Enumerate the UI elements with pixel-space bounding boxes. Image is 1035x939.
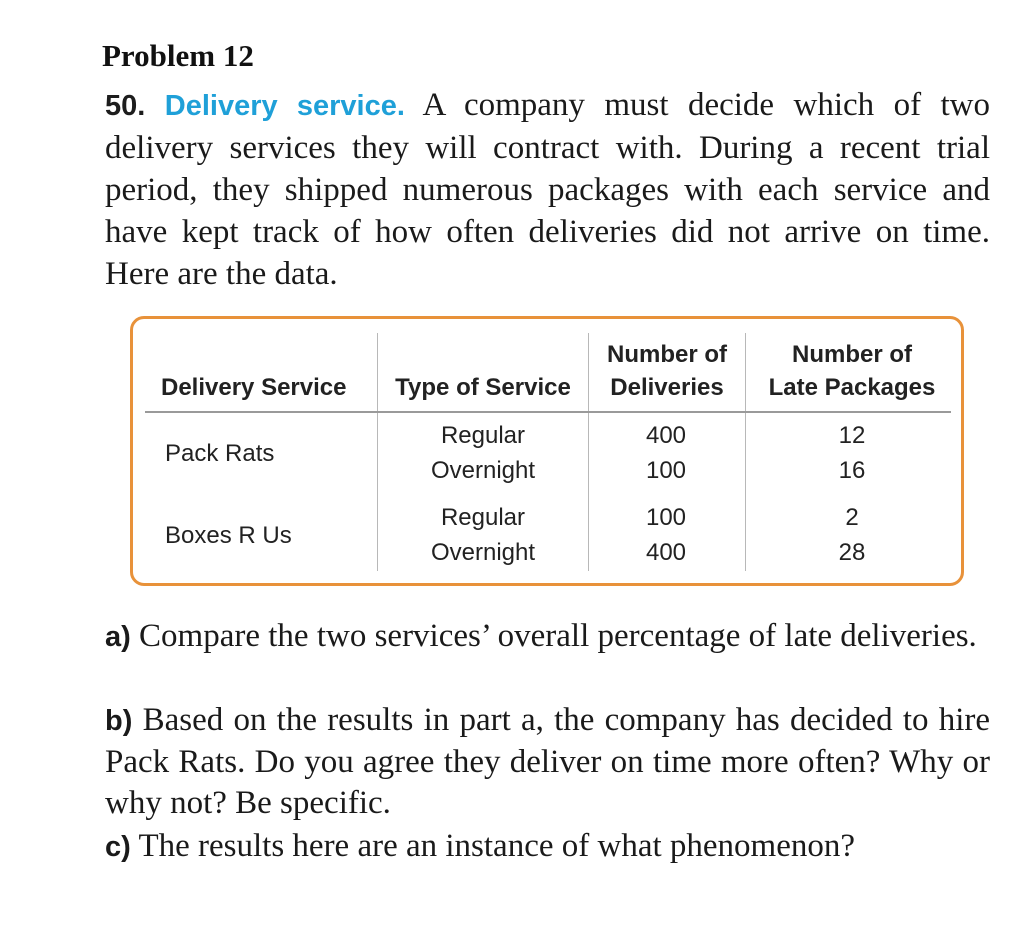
cell-late: 2 [845,504,859,531]
cell-deliveries: 100 [645,457,687,484]
cell-deliveries: 400 [645,539,687,566]
problem-title: Delivery service. [164,90,405,122]
question-b [105,700,990,824]
header-type-of-service: Type of Service [395,374,571,401]
question-label: c) [105,831,131,863]
cell-late: 12 [838,422,866,449]
cell-service-boxes-r-us: Boxes R Us [165,522,292,549]
cell-late: 28 [838,539,866,566]
header-delivery-service: Delivery Service [161,374,347,401]
column-divider [745,333,746,571]
problem-heading: Problem 12 [102,38,254,73]
cell-service-pack-rats: Pack Rats [165,440,275,467]
question-text: Based on the results in part a, the company has decided to hire Pack Rats. Do you agree they deliver on time more often? Why or why not? Be specific. [105,702,991,821]
header-late-line1: Number of [792,341,912,368]
cell-deliveries: 100 [645,504,687,531]
cell-type: Overnight [430,457,536,484]
cell-type: Overnight [430,539,536,566]
question-a [105,616,990,658]
cell-type: Regular [440,422,526,449]
question-text: The results here are an instance of what phenomenon? [138,828,855,864]
header-divider [145,411,951,413]
cell-type: Regular [440,504,526,531]
cell-deliveries: 400 [645,422,687,449]
column-divider [588,333,589,571]
data-table [130,316,964,586]
question-label: a) [105,621,131,653]
question-text: Compare the two services’ overall percentage of late deliveries. [139,618,977,654]
question-c [105,826,990,868]
header-late-line2: Late Packages [768,374,936,401]
question-label: b) [105,705,133,737]
header-deliveries-line2: Deliveries [610,374,724,401]
problem-number: 50. [105,90,146,122]
cell-late: 16 [838,457,866,484]
problem-statement [105,84,990,295]
header-deliveries-line1: Number of [607,341,727,368]
problem-text: A company must decide which of two delivery services they will contract with. During a recent trial period, they shipped numerous packages with each service and have kept track of how often deliveries did not arrive on time. Here are the data. [105,87,990,292]
column-divider [377,333,378,571]
